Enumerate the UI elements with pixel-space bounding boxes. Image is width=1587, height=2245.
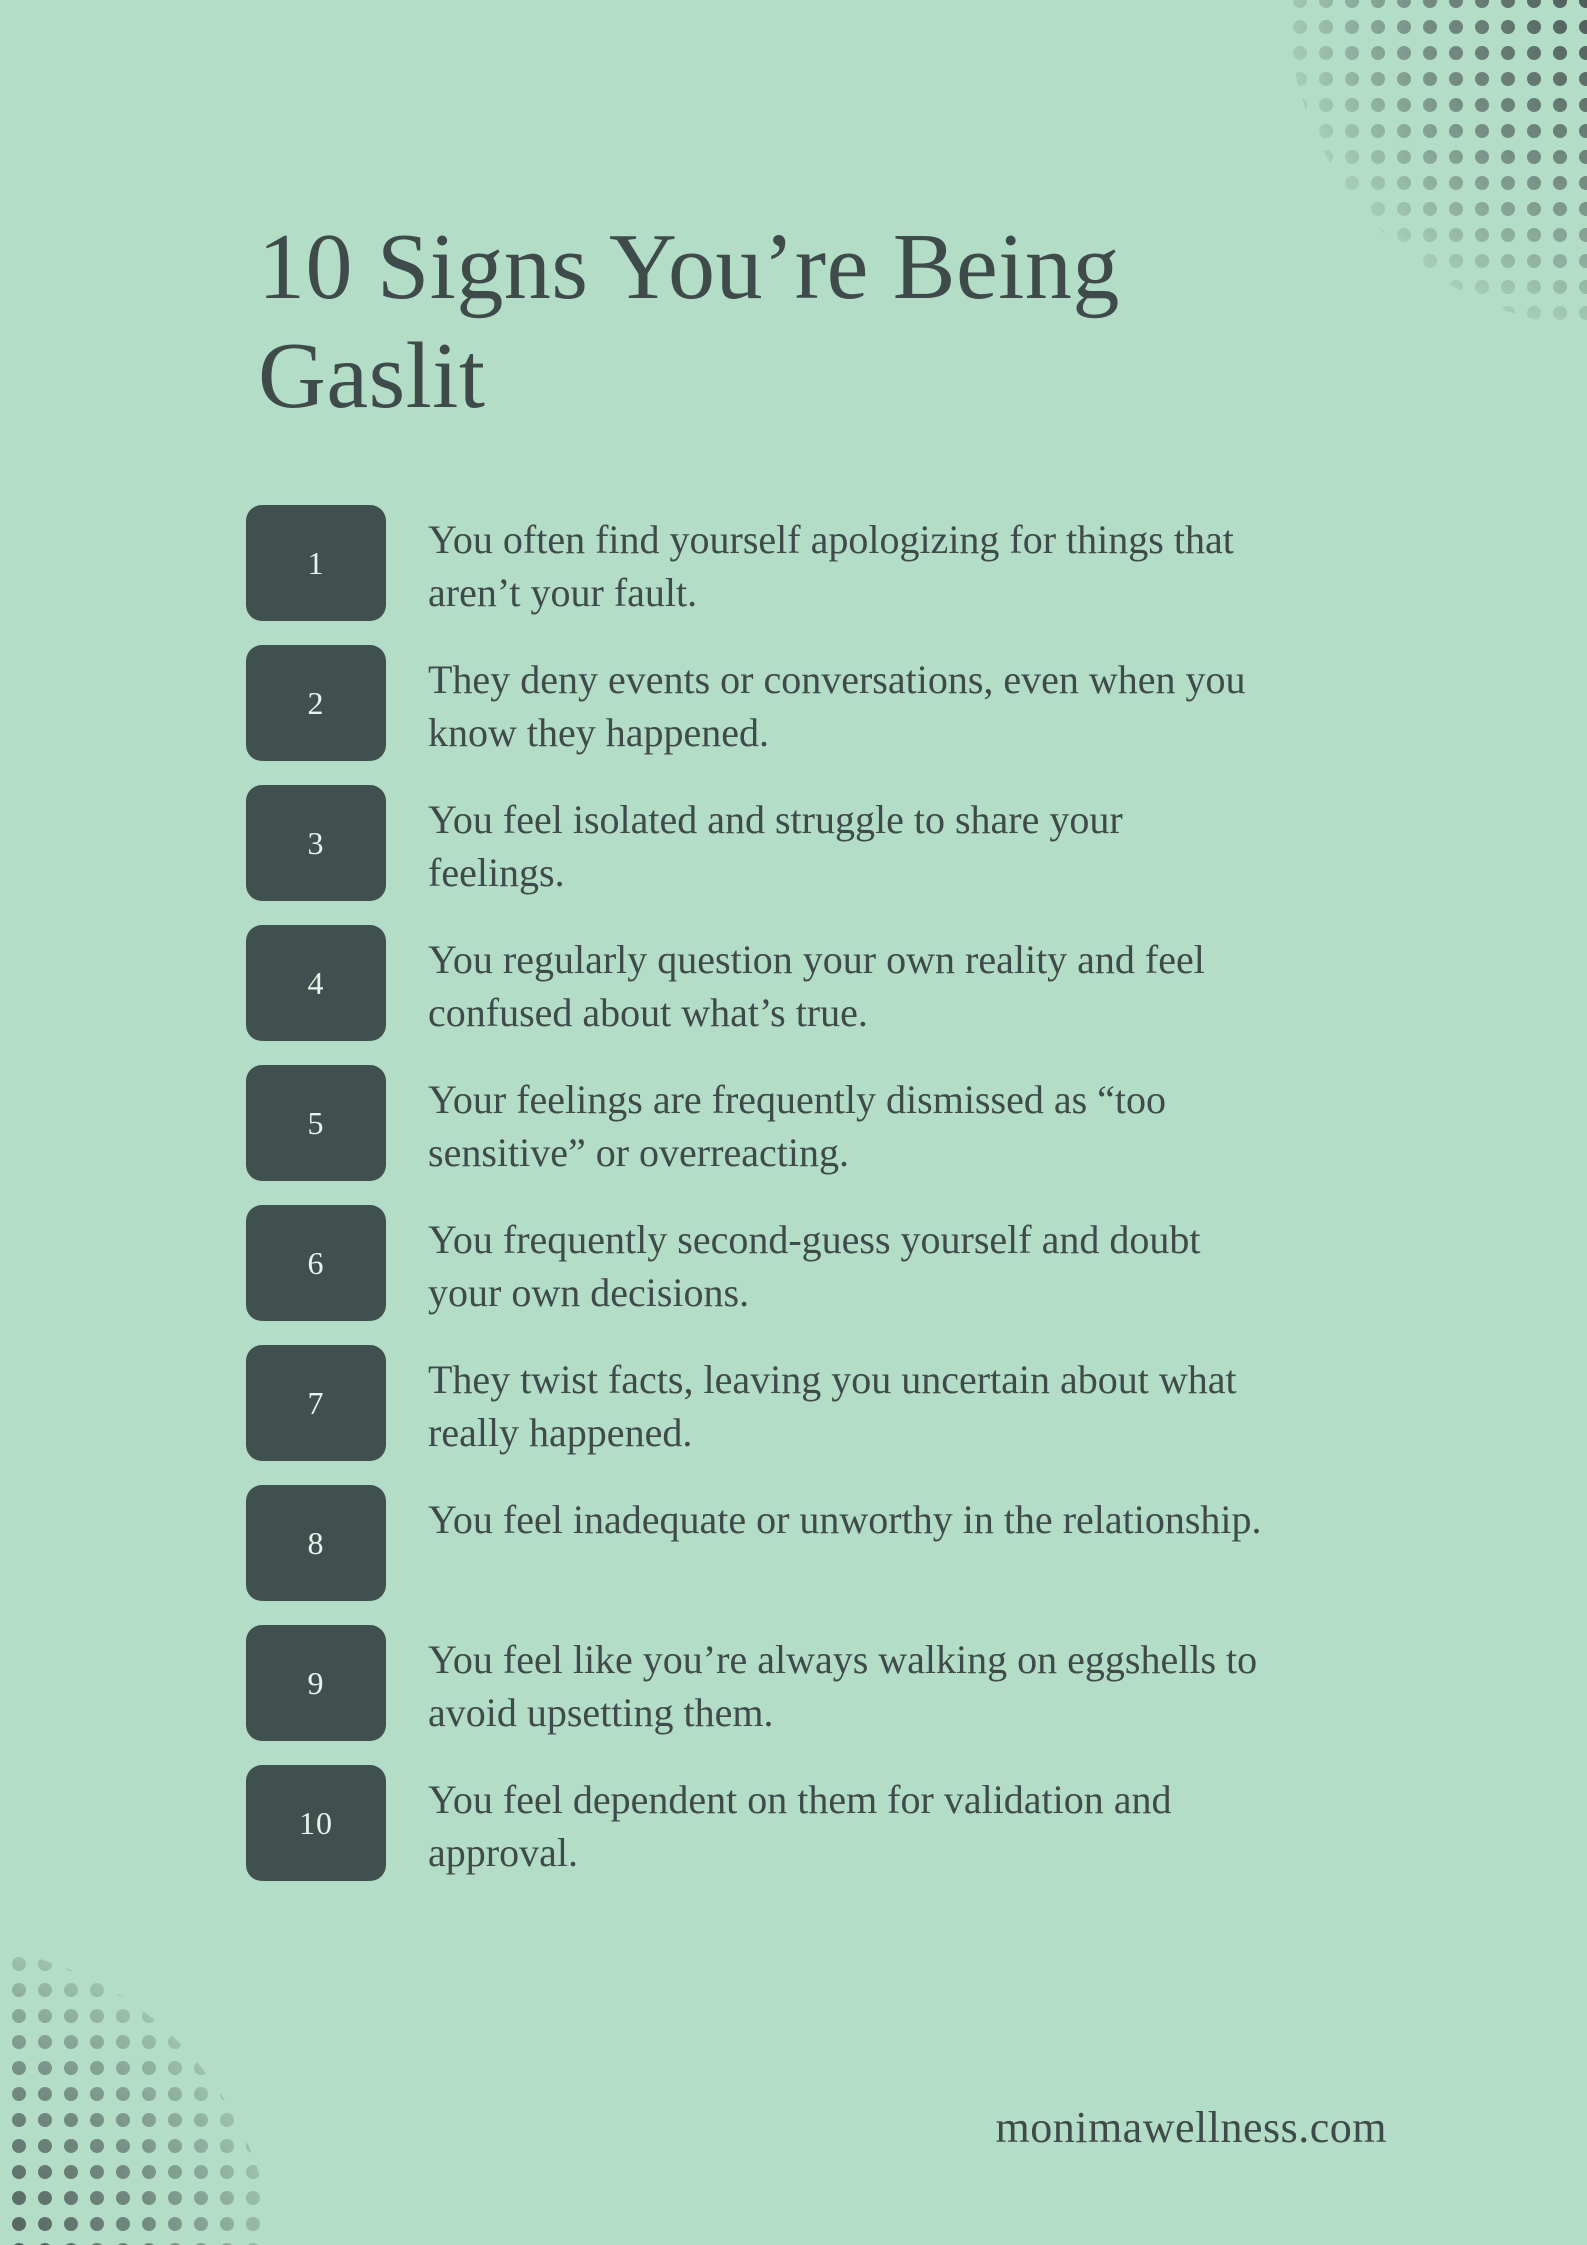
signs-list [246, 505, 1366, 1905]
list-item-number: 4 [246, 925, 386, 1041]
list-item [246, 505, 1366, 621]
list-item-number: 2 [246, 645, 386, 761]
list-item [246, 645, 1366, 761]
list-item-text: Your feelings are frequently dismissed as “too sensitive” or overreacting. [428, 1077, 1167, 1176]
list-item [246, 785, 1366, 901]
list-item [246, 1765, 1366, 1881]
list-item [246, 1485, 1366, 1601]
list-item-text: You regularly question your own reality and feel confused about what’s true. [428, 937, 1205, 1036]
page-title: 10 Signs You’re Being Gaslit [258, 214, 1120, 428]
list-item [246, 1625, 1366, 1741]
website-url: monimawellness.com [995, 2103, 1387, 2152]
list-item-number: 8 [246, 1485, 386, 1601]
list-item-text: You feel dependent on them for validation and approval. [428, 1777, 1172, 1876]
list-item-number: 6 [246, 1205, 386, 1321]
list-item-text: You feel like you’re always walking on eggshells to avoid upsetting them. [428, 1637, 1258, 1736]
halftone-dots-icon [1287, 0, 1587, 330]
list-item-text: They deny events or conversations, even when you know they happened. [428, 657, 1246, 756]
list-item [246, 1205, 1366, 1321]
list-item-number: 1 [246, 505, 386, 621]
list-item-text: They twist facts, leaving you uncertain about what really happened. [428, 1357, 1237, 1456]
list-item-text: You feel isolated and struggle to share your feelings. [428, 797, 1123, 896]
list-item-number: 10 [246, 1765, 386, 1881]
list-item-number: 7 [246, 1345, 386, 1461]
list-item-number: 9 [246, 1625, 386, 1741]
list-item-text: You often find yourself apologizing for things that aren’t your fault. [428, 517, 1234, 616]
list-item-number: 5 [246, 1065, 386, 1181]
list-item [246, 1345, 1366, 1461]
halftone-dots-icon [0, 1925, 280, 2245]
list-item-text: You feel inadequate or unworthy in the relationship. [428, 1497, 1262, 1542]
list-item-number: 3 [246, 785, 386, 901]
list-item [246, 925, 1366, 1041]
list-item [246, 1065, 1366, 1181]
list-item-text: You frequently second-guess yourself and doubt your own decisions. [428, 1217, 1201, 1316]
